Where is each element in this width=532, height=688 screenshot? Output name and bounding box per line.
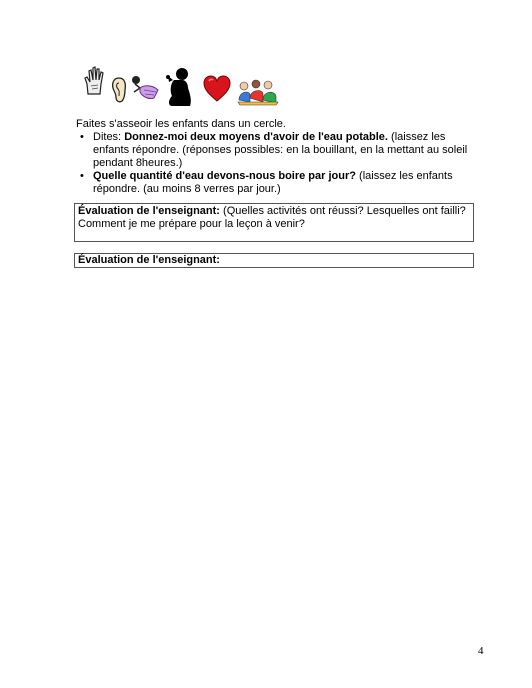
evaluation-label: Évaluation de l'enseignant: bbox=[78, 205, 220, 217]
smelling-icon bbox=[164, 66, 194, 108]
teacher-evaluation-box bbox=[74, 203, 474, 242]
hand-icon bbox=[84, 66, 106, 96]
bullet-detail: (laissez les enfants répondre. (réponses possibles: en la bouillant, en la mettant au soleil pendant 8heures.) bbox=[93, 131, 468, 169]
evaluation-text: (Quelles activités ont réussi? Lesquelles ont failli? Comment je me prépare pour la leçon à venir? bbox=[78, 205, 466, 230]
bullet-detail: (laissez les enfants répondre. (au moins 8 verres par jour.) bbox=[93, 170, 453, 195]
heart-icon bbox=[202, 74, 232, 104]
list-item bbox=[76, 170, 476, 196]
intro-text: Faites s'asseoir les enfants dans un cercle. bbox=[76, 118, 286, 130]
bullet-icon: • bbox=[80, 170, 84, 182]
bullet-question: Quelle quantité d'eau devons-nous boire par jour? bbox=[93, 170, 356, 182]
instruction-list bbox=[76, 131, 476, 196]
bullet-icon: • bbox=[80, 131, 84, 143]
ear-icon bbox=[110, 76, 128, 104]
tasting-icon bbox=[130, 74, 164, 104]
list-item bbox=[76, 131, 476, 170]
bullet-prefix: Dites: bbox=[93, 131, 125, 143]
page-number: 4 bbox=[478, 645, 484, 657]
evaluation-label: Évaluation de l'enseignant: bbox=[78, 254, 220, 266]
bullet-question: Donnez-moi deux moyens d'avoir de l'eau potable. bbox=[124, 131, 388, 143]
teacher-evaluation-box-2 bbox=[74, 253, 474, 268]
children-group-icon bbox=[236, 78, 280, 106]
